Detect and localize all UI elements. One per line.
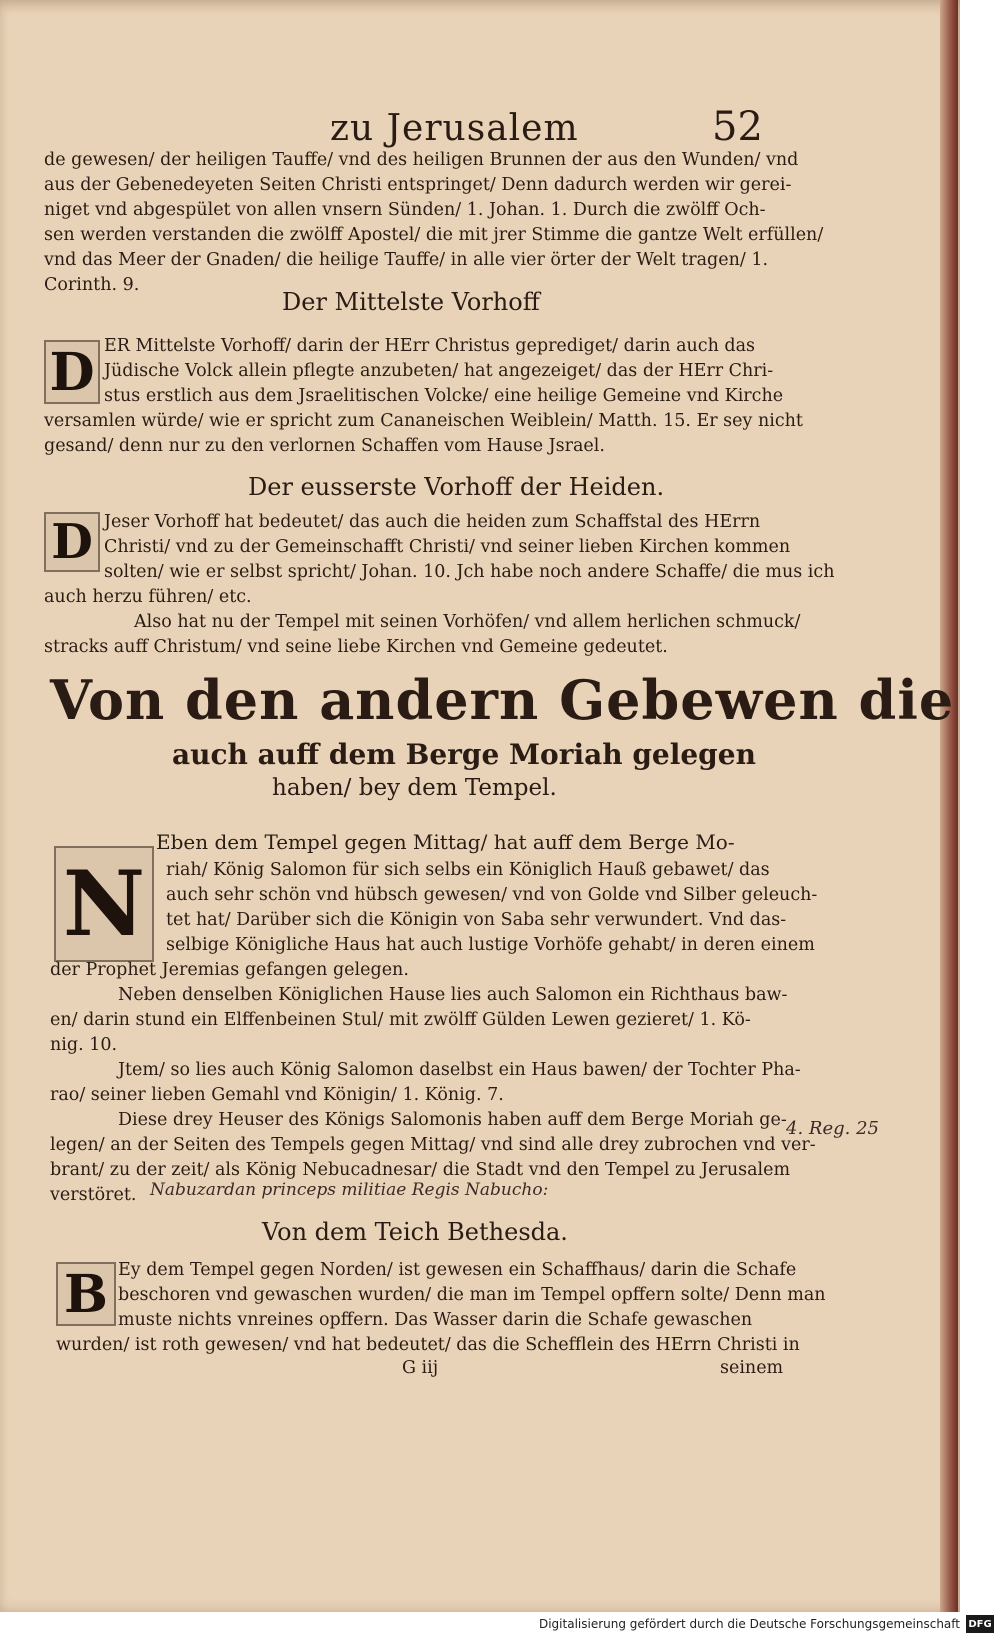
text-line: wurden/ ist roth gewesen/ vnd hat bedeutet/ das die Schefflein des HErrn Christi in: [56, 1335, 800, 1355]
text-line: sen werden verstanden die zwölff Apostel/ die mit jrer Stimme die gantze Welt erfüllen/: [44, 225, 824, 245]
text-line: Jeser Vorhoff hat bedeutet/ das auch die heiden zum Schaffstal des HErrn: [104, 512, 761, 532]
text-line: vnd das Meer der Gnaden/ die heilige Tauffe/ in alle vier örter der Welt tragen/ 1.: [44, 250, 769, 270]
digitization-credit: Digitalisierung gefördert durch die Deutsche Forschungsgemeinschaft: [538, 1617, 960, 1631]
section-heading: Der Mittelste Vorhoff: [282, 288, 540, 316]
drop-cap: N: [54, 846, 154, 962]
margin-annotation: 4. Reg. 25: [786, 1118, 879, 1139]
text-line: beschoren vnd gewaschen wurden/ die man im Tempel opffern solte/ Denn man: [118, 1285, 826, 1305]
text-line: Corinth. 9.: [44, 275, 140, 295]
running-title: zu Jerusalem: [330, 108, 579, 149]
main-heading-line-1: Von den andern Gebewen die: [50, 668, 955, 732]
main-heading-line-3: haben/ bey dem Tempel.: [272, 775, 557, 801]
text-line: riah/ König Salomon für sich selbs ein Königlich Hauß gebawet/ das: [166, 860, 770, 880]
text-line: rao/ seiner lieben Gemahl vnd Königin/ 1. König. 7.: [50, 1085, 504, 1105]
text-line: niget vnd abgespület von allen vnsern Sünden/ 1. Johan. 1. Durch die zwölff Och-: [44, 200, 766, 220]
text-line: auch herzu führen/ etc.: [44, 587, 252, 607]
text-line: Diese drey Heuser des Königs Salomonis haben auff dem Berge Moriah ge-: [118, 1110, 787, 1130]
section-heading: Von dem Teich Bethesda.: [262, 1218, 568, 1246]
drop-cap: B: [56, 1262, 116, 1326]
text-line: muste nichts vnreines opffern. Das Wasser darin die Schafe gewaschen: [118, 1310, 753, 1330]
text-line: brant/ zu der zeit/ als König Nebucadnesar/ die Stadt vnd den Tempel zu Jerusalem: [50, 1160, 791, 1180]
text-line: der Prophet Jeremias gefangen gelegen.: [50, 960, 409, 980]
text-line: nig. 10.: [50, 1035, 118, 1055]
drop-cap: D: [44, 340, 100, 404]
text-line: ER Mittelste Vorhoff/ darin der HErr Christus geprediget/ darin auch das: [104, 336, 756, 356]
text-line: auch sehr schön vnd hübsch gewesen/ vnd von Golde vnd Silber geleuch-: [166, 885, 818, 905]
text-line: tet hat/ Darüber sich die Königin von Saba sehr verwundert. Vnd das-: [166, 910, 787, 930]
text-line: legen/ an der Seiten des Tempels gegen Mittag/ vnd sind alle drey zubrochen vnd ver-: [50, 1135, 816, 1155]
text-line: Jüdische Volck allein pflegte anzubeten/ hat angezeiget/ das der HErr Chri-: [104, 361, 774, 381]
drop-cap: D: [44, 512, 100, 572]
text-line: de gewesen/ der heiligen Tauffe/ vnd des heiligen Brunnen der aus den Wunden/ vnd: [44, 150, 799, 170]
text-line: Neben denselben Königlichen Hause lies auch Salomon ein Richthaus baw-: [118, 985, 788, 1005]
text-line: gesand/ denn nur zu den verlornen Schaffen vom Hause Jsrael.: [44, 436, 605, 456]
dfg-logo: DFG: [966, 1615, 994, 1633]
text-line: versamlen würde/ wie er spricht zum Cananeischen Weiblein/ Matth. 15. Er sey nicht: [44, 411, 803, 431]
text-line: Jtem/ so lies auch König Salomon daselbst ein Haus bawen/ der Tochter Pha-: [118, 1060, 801, 1080]
section-heading: Der eusserste Vorhoff der Heiden.: [248, 473, 665, 501]
text-line: Also hat nu der Tempel mit seinen Vorhöfen/ vnd allem herlichen schmuck/: [134, 612, 801, 632]
book-edge: [940, 0, 958, 1612]
text-line: Eben dem Tempel gegen Mittag/ hat auff dem Berge Mo-: [156, 830, 735, 854]
catchword: seinem: [720, 1358, 784, 1378]
text-line: selbige Königliche Haus hat auch lustige Vorhöfe gehabt/ in deren einem: [166, 935, 815, 955]
text-line: en/ darin stund ein Elffenbeinen Stul/ mit zwölff Gülden Lewen gezieret/ 1. Kö-: [50, 1010, 751, 1030]
text-line: verstöret.: [50, 1185, 137, 1205]
text-line: Christi/ vnd zu der Gemeinschafft Christi/ vnd seiner lieben Kirchen kommen: [104, 537, 791, 557]
text-line: aus der Gebenedeyeten Seiten Christi entspringet/ Denn dadurch werden wir gerei-: [44, 175, 792, 195]
signature-mark: G iij: [402, 1358, 439, 1378]
main-heading-line-2: auch auff dem Berge Moriah gelegen: [172, 738, 756, 771]
text-line: stus erstlich aus dem Jsraelitischen Volcke/ eine heilige Gemeine vnd Kirche: [104, 386, 784, 406]
text-line: stracks auff Christum/ vnd seine liebe Kirchen vnd Gemeine gedeutet.: [44, 637, 668, 657]
handwritten-annotation: Nabuzardan princeps militiae Regis Nabucho:: [150, 1180, 549, 1200]
text-line: solten/ wie er selbst spricht/ Johan. 10. Jch habe noch andere Schaffe/ die mus ich: [104, 562, 835, 582]
text-line: Ey dem Tempel gegen Norden/ ist gewesen ein Schaffhaus/ darin die Schafe: [118, 1260, 797, 1280]
page-number: 52: [712, 104, 763, 150]
